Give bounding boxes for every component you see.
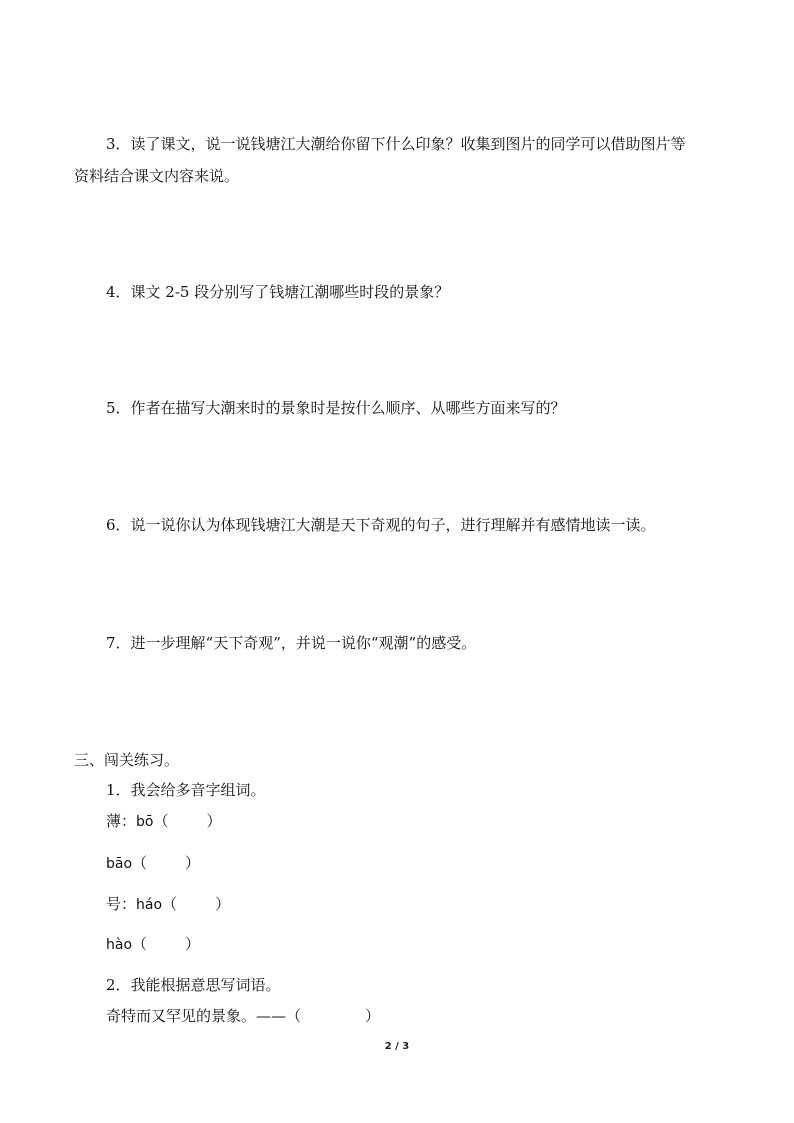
- close-paren: ）: [365, 1007, 381, 1025]
- section-3-heading: 三、闯关练习。: [74, 751, 180, 769]
- close-paren: ）: [185, 935, 201, 953]
- question-7: 7．进一步理解“天下奇观”，并说一说你“观潮”的感受。: [106, 634, 477, 652]
- close-paren: ）: [185, 854, 201, 872]
- exercise-2-prompt: 奇特而又罕见的景象。——: [106, 1007, 287, 1025]
- open-paren: （: [162, 895, 178, 913]
- page-number: 2 / 3: [384, 1041, 410, 1052]
- question-4: 4．课文 2-5 段分别写了钱塘江潮哪些时段的景象？: [106, 283, 450, 301]
- exercise-2-title: 2．我能根据意思写词语。: [106, 976, 281, 994]
- question-5: 5．作者在描写大潮来时的景象时是按什么顺序、从哪些方面来写的？: [106, 399, 566, 417]
- hao-char-prefix: 号：: [106, 895, 137, 913]
- exercise-1-bo-row: [106, 811, 222, 832]
- exercise-2-prompt-row: [106, 1006, 380, 1026]
- open-paren: （: [286, 1007, 302, 1025]
- open-paren: （: [153, 812, 169, 830]
- exercise-1-hao2-row: [106, 894, 230, 915]
- exercise-1-bao-row: [106, 853, 200, 874]
- close-paren: ）: [206, 812, 222, 830]
- exercise-1-title: 1．我会给多音字组词。: [106, 781, 266, 799]
- open-paren: （: [132, 935, 148, 953]
- question-3-line-2: 资料结合课文内容来说。: [74, 167, 240, 185]
- open-paren: （: [132, 854, 148, 872]
- close-paren: ）: [215, 895, 231, 913]
- hao2-pinyin: háo: [136, 897, 163, 913]
- question-3-line-1: 3．读了课文，说一说钱塘江大潮给你留下什么印象？收集到图片的同学可以借助图片等: [106, 135, 686, 153]
- exercise-1-hao4-row: [106, 934, 200, 955]
- bo-char-prefix: 薄：: [106, 812, 137, 830]
- question-6: 6．说一说你认为体现钱塘江大潮是天下奇观的句子，进行理解并有感情地读一读。: [106, 516, 656, 534]
- hao4-pinyin: hào: [106, 937, 133, 953]
- bao-pinyin: bāo: [106, 856, 133, 872]
- bo-pinyin: bō: [136, 814, 154, 830]
